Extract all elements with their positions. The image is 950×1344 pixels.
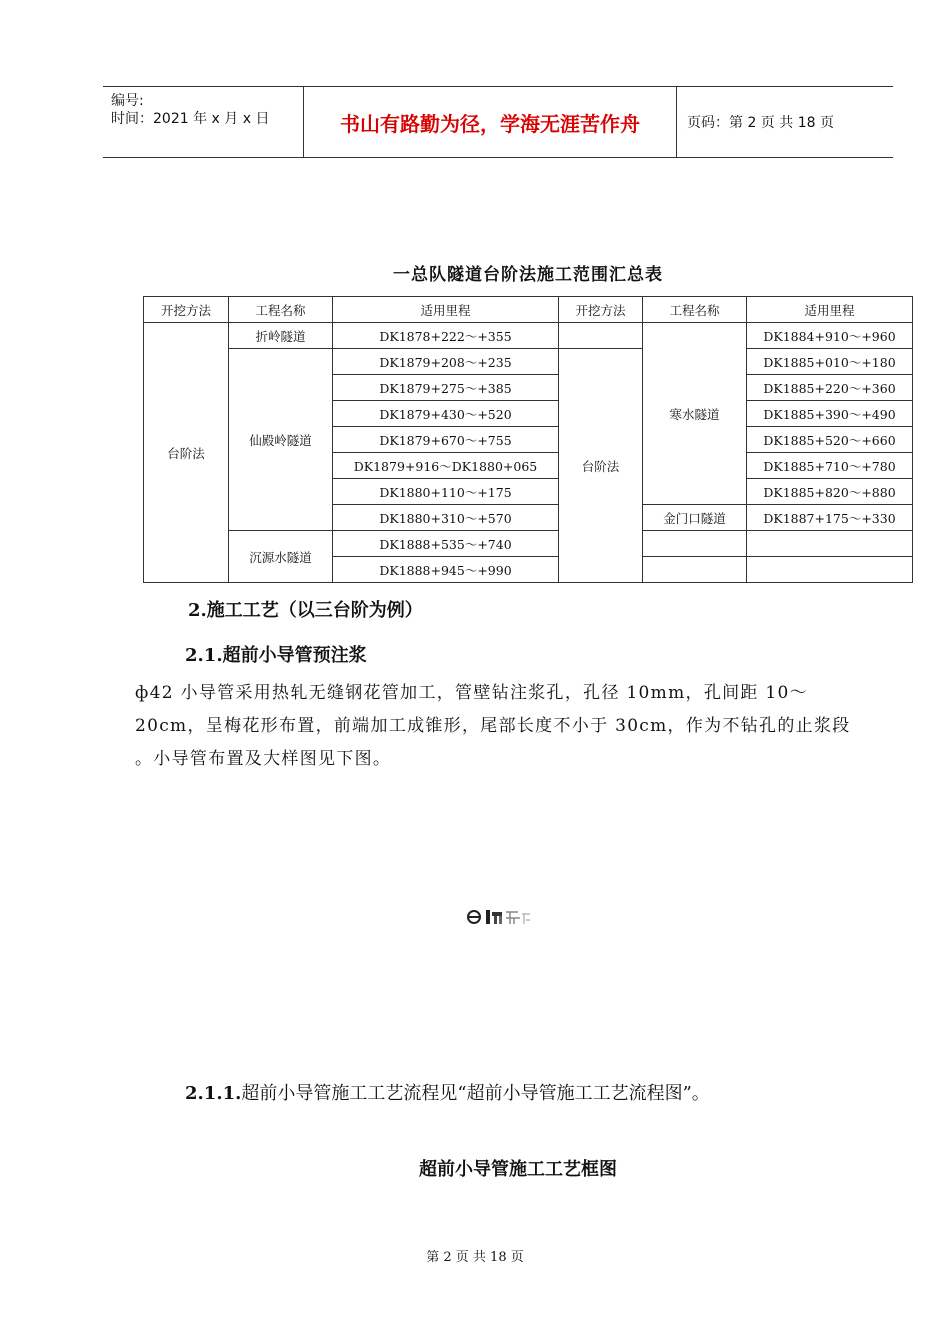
mileage-cell: DK1879+916～DK1880+065 — [333, 453, 559, 479]
header-divider — [676, 87, 677, 157]
mileage-cell: DK1879+208～+235 — [333, 349, 559, 375]
excavation-method-cell: 台阶法 — [559, 349, 643, 583]
mileage-cell: DK1888+945～+990 — [333, 557, 559, 583]
column-header: 开挖方法 — [144, 297, 229, 323]
mileage-cell: DK1885+390～+490 — [747, 401, 913, 427]
mileage-cell: DK1887+175～+330 — [747, 505, 913, 531]
header-meta — [103, 87, 303, 157]
page-header — [103, 86, 893, 158]
column-header: 工程名称 — [229, 297, 333, 323]
tunnel-name-cell: 仙殿岭隧道 — [229, 349, 333, 531]
empty-cell — [747, 557, 913, 583]
column-header: 适用里程 — [333, 297, 559, 323]
mileage-cell: DK1885+220～+360 — [747, 375, 913, 401]
table-row — [144, 349, 913, 375]
sub-subsection-text: 超前小导管施工工艺流程见“超前小导管施工工艺流程图”。 — [241, 1083, 710, 1104]
document-date: 时间：2021 年 x 月 x 日 — [111, 111, 270, 127]
table-header-row — [144, 297, 913, 323]
document-number-label: 编号: — [111, 93, 144, 109]
empty-cell — [559, 323, 643, 349]
mileage-cell: DK1885+710～+780 — [747, 453, 913, 479]
mileage-cell: DK1885+520～+660 — [747, 427, 913, 453]
tunnel-name-cell: 折岭隧道 — [229, 323, 333, 349]
sub-subsection — [185, 1079, 710, 1105]
construction-range-table — [143, 296, 913, 583]
column-header: 开挖方法 — [559, 297, 643, 323]
mileage-cell: DK1888+535～+740 — [333, 531, 559, 557]
body-paragraph: ф42 小导管采用热轧无缝钢花管加工，管壁钻注浆孔，孔径 10mm，孔间距 10～20cm，呈梅花形布置，前端加工成锥形，尾部长度不小于 30cm，作为不钻孔的止浆段 。小导管布置及大样图见下图。 — [135, 683, 851, 769]
section-heading: 2.施工工艺（以三台阶为例） — [188, 600, 423, 621]
mileage-cell: DK1885+010～+180 — [747, 349, 913, 375]
tunnel-name-cell: 沉源水隧道 — [229, 531, 333, 583]
column-header: 工程名称 — [643, 297, 747, 323]
excavation-method-cell: 台阶法 — [144, 323, 229, 583]
empty-cell — [643, 557, 747, 583]
sub-subsection-number: 2.1.1. — [185, 1083, 242, 1104]
mileage-cell: DK1885+820～+880 — [747, 479, 913, 505]
mileage-cell: DK1878+222～+355 — [333, 323, 559, 349]
mileage-cell: DK1879+670～+755 — [333, 427, 559, 453]
header-motto: 书山有路勤为径，学海无涯苦作舟 — [340, 111, 640, 136]
mileage-cell: DK1880+110～+175 — [333, 479, 559, 505]
page-footer: 第 2 页 共 18 页 — [426, 1250, 524, 1265]
table-row — [144, 323, 913, 349]
table-title: 一总队隧道台阶法施工范围汇总表 — [393, 265, 663, 285]
empty-cell — [747, 531, 913, 557]
mileage-cell: DK1879+430～+520 — [333, 401, 559, 427]
header-page-number: 页码：第 2 页 共 18 页 — [687, 115, 834, 131]
column-header: 适用里程 — [747, 297, 913, 323]
subsection-heading: 2.1.超前小导管预注浆 — [185, 645, 367, 666]
mileage-cell: DK1884+910～+960 — [747, 323, 913, 349]
mileage-cell: DK1880+310～+570 — [333, 505, 559, 531]
table-row — [144, 531, 913, 557]
tunnel-name-cell: 寒水隧道 — [643, 323, 747, 505]
small-pipe-figure — [466, 906, 532, 928]
empty-cell — [643, 531, 747, 557]
tunnel-name-cell: 金门口隧道 — [643, 505, 747, 531]
figure-title: 超前小导管施工工艺框图 — [419, 1159, 617, 1180]
mileage-cell: DK1879+275～+385 — [333, 375, 559, 401]
